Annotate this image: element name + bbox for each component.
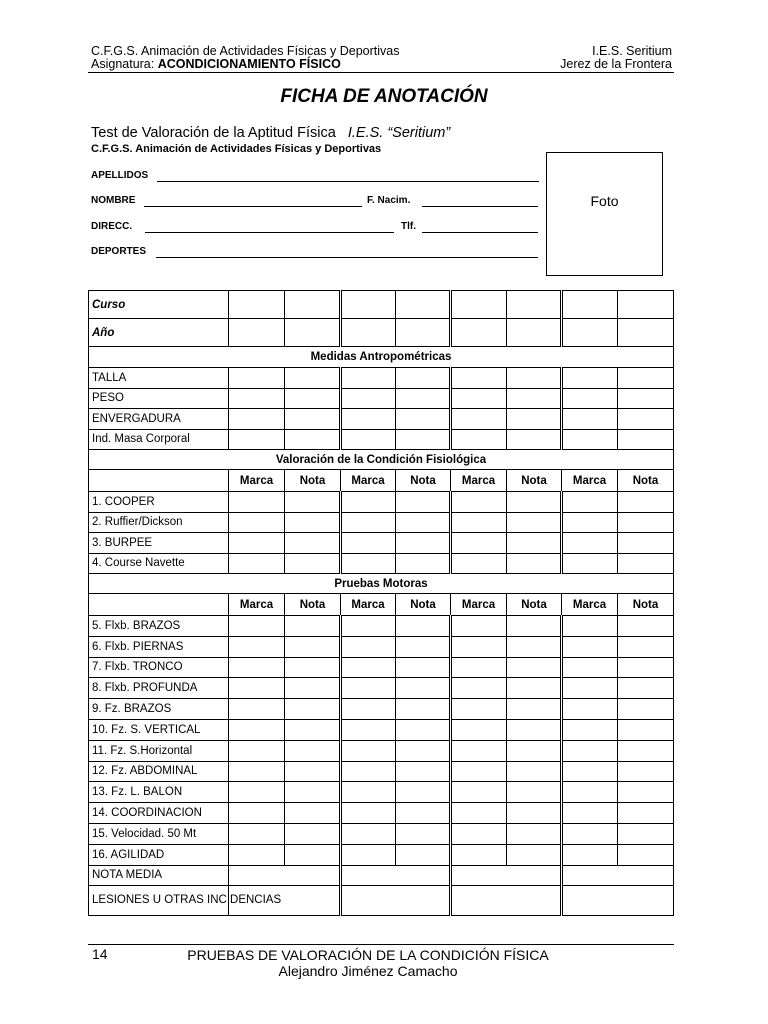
score-cell[interactable] [451, 803, 507, 824]
score-cell[interactable] [507, 740, 562, 761]
score-cell[interactable] [285, 719, 341, 740]
score-cell[interactable] [285, 368, 341, 389]
score-cell[interactable] [507, 782, 562, 803]
score-cell[interactable] [562, 492, 618, 513]
apellidos-label: APELLIDOS [91, 170, 149, 181]
footer-author: Alejandro Jiménez Camacho [278, 963, 458, 979]
score-cell[interactable] [562, 719, 618, 740]
score-cell[interactable] [341, 409, 396, 430]
table-row [89, 492, 674, 513]
header-city: Jerez de la Frontera [560, 57, 672, 71]
nombre-label: NOMBRE [91, 195, 136, 206]
score-cell[interactable] [618, 429, 674, 450]
table-row [89, 368, 674, 389]
score-cell[interactable] [396, 368, 451, 389]
score-cell[interactable] [618, 844, 674, 865]
score-cell[interactable] [507, 533, 562, 554]
row-label: Año [89, 319, 229, 347]
score-cell[interactable] [229, 429, 285, 450]
score-cell[interactable] [285, 553, 341, 574]
footer-rule [88, 944, 674, 945]
score-cell[interactable] [618, 699, 674, 720]
photo-label: Foto [590, 193, 619, 209]
score-cell[interactable] [451, 678, 507, 699]
score-cell[interactable] [285, 291, 341, 319]
row-label: Ind. Masa Corporal [89, 429, 229, 450]
photo-box [546, 152, 663, 276]
score-cell[interactable] [618, 492, 674, 513]
table-row [89, 885, 674, 915]
score-cell[interactable] [618, 719, 674, 740]
score-cell[interactable] [562, 368, 618, 389]
score-cell[interactable] [507, 492, 562, 513]
score-cell[interactable] [618, 678, 674, 699]
score-cell[interactable] [229, 844, 285, 865]
score-cell[interactable] [562, 844, 618, 865]
score-cell[interactable] [562, 291, 618, 319]
score-cell[interactable] [507, 512, 562, 533]
score-cell[interactable] [562, 657, 618, 678]
page-number: 14 [92, 946, 108, 962]
score-cell[interactable] [451, 291, 507, 319]
score-cell[interactable] [396, 492, 451, 513]
score-cell[interactable] [618, 761, 674, 782]
row-label: ENVERGADURA [89, 409, 229, 430]
score-cell[interactable] [451, 823, 507, 844]
table-row [89, 429, 674, 450]
score-cell[interactable] [451, 553, 507, 574]
score-cell[interactable] [396, 616, 451, 637]
score-cell[interactable] [507, 319, 562, 347]
tlf-field[interactable] [422, 232, 538, 233]
score-cell[interactable] [285, 388, 341, 409]
score-cell[interactable] [285, 699, 341, 720]
score-cell[interactable] [341, 719, 396, 740]
deportes-label: DEPORTES [91, 246, 147, 257]
score-cell[interactable] [562, 429, 618, 450]
score-cell[interactable] [451, 533, 507, 554]
table-row [89, 844, 674, 865]
score-cell[interactable] [618, 409, 674, 430]
nota-header: Nota [618, 470, 674, 492]
apellidos-field[interactable] [157, 181, 539, 182]
score-cell[interactable] [341, 512, 396, 533]
score-cell[interactable] [341, 636, 396, 657]
score-cell[interactable] [341, 803, 396, 824]
row-label: 13. Fz. L. BALON [89, 782, 229, 803]
score-cell[interactable] [618, 616, 674, 637]
table-row [89, 803, 674, 824]
subtitle-course: C.F.G.S. Animación de Actividades Físicas y Deportivas [91, 143, 382, 155]
score-cell[interactable] [618, 368, 674, 389]
score-cell[interactable] [341, 823, 396, 844]
marca-header: Marca [229, 594, 285, 616]
table-row [89, 553, 674, 574]
score-cell[interactable] [507, 699, 562, 720]
score-cell[interactable] [229, 823, 285, 844]
section-heading: Medidas Antropométricas [89, 347, 674, 368]
tlf-label: Tlf. [401, 221, 416, 232]
score-cell[interactable] [229, 291, 285, 319]
header-subject-prefix: Asignatura: [91, 57, 158, 71]
score-cell[interactable] [396, 657, 451, 678]
score-cell[interactable] [341, 368, 396, 389]
score-cell[interactable] [451, 719, 507, 740]
score-cell[interactable] [451, 865, 562, 885]
table-row [89, 782, 674, 803]
score-cell[interactable] [285, 492, 341, 513]
score-cell[interactable] [562, 636, 618, 657]
score-cell[interactable] [396, 740, 451, 761]
table-row [89, 636, 674, 657]
score-cell[interactable] [451, 388, 507, 409]
score-cell[interactable] [396, 553, 451, 574]
score-cell[interactable] [507, 803, 562, 824]
score-cell[interactable] [507, 429, 562, 450]
header-subject-name: ACONDICIONAMIENTO FÍSICO [157, 57, 341, 71]
row-label: 12. Fz. ABDOMINAL [89, 761, 229, 782]
score-cell[interactable] [451, 636, 507, 657]
score-cell[interactable] [451, 512, 507, 533]
score-cell[interactable] [507, 636, 562, 657]
table-row [89, 512, 674, 533]
score-cell[interactable] [507, 553, 562, 574]
marca-header: Marca [341, 470, 396, 492]
subtitle-test: Test de Valoración de la Aptitud Física [91, 125, 336, 141]
score-cell[interactable] [451, 740, 507, 761]
header-rule [88, 72, 674, 73]
row-label: 8. Flxb. PROFUNDA [89, 678, 229, 699]
section-row [89, 574, 674, 594]
table-row [89, 657, 674, 678]
score-cell[interactable] [229, 388, 285, 409]
table-row [89, 761, 674, 782]
score-cell[interactable] [618, 553, 674, 574]
fnacim-field[interactable] [422, 206, 538, 207]
empty-header-cell [89, 470, 229, 492]
score-cell[interactable] [229, 533, 285, 554]
score-cell[interactable] [618, 512, 674, 533]
score-cell[interactable] [341, 616, 396, 637]
score-cell[interactable] [451, 492, 507, 513]
marca-header: Marca [562, 470, 618, 492]
score-cell[interactable] [396, 636, 451, 657]
score-cell[interactable] [562, 782, 618, 803]
column-header-row [89, 470, 674, 492]
score-cell[interactable] [229, 636, 285, 657]
score-cell[interactable] [229, 803, 285, 824]
score-cell[interactable] [396, 429, 451, 450]
score-cell[interactable] [507, 823, 562, 844]
score-cell[interactable] [396, 803, 451, 824]
score-cell[interactable] [562, 740, 618, 761]
nota-header: Nota [396, 594, 451, 616]
row-label: 16. AGILIDAD [89, 844, 229, 865]
score-cell[interactable] [229, 368, 285, 389]
score-cell[interactable] [229, 616, 285, 637]
score-cell[interactable] [451, 319, 507, 347]
score-cell[interactable] [285, 803, 341, 824]
score-cell[interactable] [285, 657, 341, 678]
score-cell[interactable] [396, 719, 451, 740]
score-cell[interactable] [562, 409, 618, 430]
score-cell[interactable] [396, 512, 451, 533]
score-cell[interactable] [562, 803, 618, 824]
score-cell[interactable] [618, 782, 674, 803]
row-label: NOTA MEDIA [89, 865, 229, 885]
score-cell[interactable] [562, 885, 674, 915]
score-cell[interactable] [451, 657, 507, 678]
table-row [89, 533, 674, 554]
score-cell[interactable] [562, 699, 618, 720]
table-row [89, 291, 674, 319]
score-cell[interactable] [562, 553, 618, 574]
score-cell[interactable] [341, 885, 451, 915]
footer-title: PRUEBAS DE VALORACIÓN DE LA CONDICIÓN FÍSICA [187, 947, 549, 963]
table-row [89, 616, 674, 637]
row-label: 2. Ruffier/Dickson [89, 512, 229, 533]
score-cell[interactable] [341, 291, 396, 319]
score-cell[interactable] [341, 865, 451, 885]
empty-header-cell [89, 594, 229, 616]
nota-header: Nota [507, 594, 562, 616]
score-cell[interactable] [229, 865, 341, 885]
score-cell[interactable] [451, 368, 507, 389]
marca-header: Marca [229, 470, 285, 492]
score-cell[interactable] [562, 678, 618, 699]
score-cell[interactable] [562, 761, 618, 782]
table-row [89, 719, 674, 740]
score-cell[interactable] [341, 678, 396, 699]
table-row [89, 865, 674, 885]
score-cell[interactable] [285, 678, 341, 699]
score-cell[interactable] [396, 823, 451, 844]
score-cell[interactable] [507, 844, 562, 865]
row-label: 3. BURPEE [89, 533, 229, 554]
marca-header: Marca [341, 594, 396, 616]
score-cell[interactable] [451, 429, 507, 450]
nota-header: Nota [507, 470, 562, 492]
score-cell[interactable] [451, 409, 507, 430]
score-cell[interactable] [341, 553, 396, 574]
score-cell[interactable] [229, 409, 285, 430]
score-cell[interactable] [229, 553, 285, 574]
row-label: Curso [89, 291, 229, 319]
score-cell[interactable] [618, 803, 674, 824]
row-label: LESIONES U OTRAS INCIDENCIAS [89, 885, 229, 915]
row-label: 6. Flxb. PIERNAS [89, 636, 229, 657]
nombre-field[interactable] [144, 206, 362, 207]
score-cell[interactable] [229, 719, 285, 740]
score-cell[interactable] [396, 761, 451, 782]
score-cell[interactable] [396, 782, 451, 803]
score-cell[interactable] [341, 533, 396, 554]
score-cell[interactable] [285, 823, 341, 844]
score-cell[interactable] [618, 533, 674, 554]
score-cell[interactable] [229, 492, 285, 513]
score-cell[interactable] [396, 409, 451, 430]
score-cell[interactable] [562, 823, 618, 844]
row-label: 10. Fz. S. VERTICAL [89, 719, 229, 740]
score-cell[interactable] [507, 291, 562, 319]
score-cell[interactable] [229, 678, 285, 699]
score-cell[interactable] [285, 740, 341, 761]
score-cell[interactable] [229, 761, 285, 782]
score-cell[interactable] [618, 740, 674, 761]
table-row [89, 699, 674, 720]
score-cell[interactable] [341, 429, 396, 450]
score-table [88, 290, 674, 916]
section-heading: Valoración de la Condición Fisiológica [89, 450, 674, 470]
score-cell[interactable] [562, 319, 618, 347]
subtitle-line [91, 125, 450, 141]
score-cell[interactable] [229, 699, 285, 720]
score-cell[interactable] [451, 782, 507, 803]
row-label: 9. Fz. BRAZOS [89, 699, 229, 720]
score-cell[interactable] [285, 533, 341, 554]
score-cell[interactable] [396, 319, 451, 347]
marca-header: Marca [451, 594, 507, 616]
table-row [89, 388, 674, 409]
score-cell[interactable] [507, 368, 562, 389]
subtitle-school: I.E.S. “Seritium” [347, 125, 451, 141]
score-cell[interactable] [396, 533, 451, 554]
deportes-field[interactable] [156, 257, 538, 258]
score-cell[interactable] [341, 492, 396, 513]
score-cell[interactable] [507, 409, 562, 430]
header-course: C.F.G.S. Animación de Actividades Físicas y Deportivas [91, 44, 400, 58]
score-cell[interactable] [618, 636, 674, 657]
score-cell[interactable] [229, 319, 285, 347]
score-cell[interactable] [451, 699, 507, 720]
score-cell[interactable] [451, 885, 562, 915]
page-title: FICHA DE ANOTACIÓN [280, 86, 488, 107]
column-header-row [89, 594, 674, 616]
row-label: PESO [89, 388, 229, 409]
nota-header: Nota [396, 470, 451, 492]
row-label: 14. COORDINACION [89, 803, 229, 824]
score-cell[interactable] [618, 319, 674, 347]
score-cell[interactable] [341, 782, 396, 803]
score-cell[interactable] [341, 740, 396, 761]
score-cell[interactable] [618, 657, 674, 678]
score-cell[interactable] [562, 512, 618, 533]
table-row [89, 823, 674, 844]
table-row [89, 678, 674, 699]
score-cell[interactable] [285, 636, 341, 657]
score-cell[interactable] [507, 719, 562, 740]
row-label: 4. Course Navette [89, 553, 229, 574]
section-row [89, 450, 674, 470]
score-cell[interactable] [396, 678, 451, 699]
direcc-label: DIRECC. [91, 221, 133, 232]
row-label: 11. Fz. S.Horizontal [89, 740, 229, 761]
score-cell[interactable] [229, 740, 285, 761]
score-cell[interactable] [451, 616, 507, 637]
score-cell[interactable] [341, 699, 396, 720]
score-cell[interactable] [396, 699, 451, 720]
score-cell[interactable] [562, 616, 618, 637]
score-cell[interactable] [341, 657, 396, 678]
score-cell[interactable] [285, 761, 341, 782]
table-row [89, 319, 674, 347]
score-cell[interactable] [618, 388, 674, 409]
score-cell[interactable] [285, 319, 341, 347]
score-cell[interactable] [562, 533, 618, 554]
score-cell[interactable] [507, 761, 562, 782]
score-cell[interactable] [285, 512, 341, 533]
score-cell[interactable] [507, 616, 562, 637]
nota-header: Nota [285, 594, 341, 616]
score-cell[interactable] [229, 512, 285, 533]
score-cell[interactable] [562, 865, 674, 885]
score-cell[interactable] [341, 844, 396, 865]
row-label: 1. COOPER [89, 492, 229, 513]
score-cell[interactable] [396, 844, 451, 865]
score-cell[interactable] [285, 782, 341, 803]
score-cell[interactable] [396, 291, 451, 319]
score-cell[interactable] [341, 319, 396, 347]
score-cell[interactable] [618, 291, 674, 319]
table-row [89, 740, 674, 761]
score-cell[interactable] [507, 388, 562, 409]
score-cell[interactable] [451, 844, 507, 865]
fnacim-label: F. Nacim. [367, 195, 411, 206]
row-label: 5. Flxb. BRAZOS [89, 616, 229, 637]
score-cell[interactable] [229, 657, 285, 678]
nota-header: Nota [618, 594, 674, 616]
score-cell[interactable] [341, 761, 396, 782]
score-cell[interactable] [507, 678, 562, 699]
row-label: 15. Velocidad. 50 Mt [89, 823, 229, 844]
score-cell[interactable] [451, 761, 507, 782]
table-row [89, 409, 674, 430]
marca-header: Marca [451, 470, 507, 492]
marca-header: Marca [562, 594, 618, 616]
nota-header: Nota [285, 470, 341, 492]
score-cell[interactable] [618, 823, 674, 844]
score-cell[interactable] [562, 388, 618, 409]
score-cell[interactable] [285, 844, 341, 865]
section-heading: Pruebas Motoras [89, 574, 674, 594]
header-school: I.E.S. Seritium [592, 44, 672, 58]
score-cell[interactable] [229, 782, 285, 803]
score-cell[interactable] [341, 388, 396, 409]
row-label: TALLA [89, 368, 229, 389]
section-row [89, 347, 674, 368]
score-cell[interactable] [285, 409, 341, 430]
score-cell[interactable] [396, 388, 451, 409]
score-cell[interactable] [285, 429, 341, 450]
row-label: 7. Flxb. TRONCO [89, 657, 229, 678]
header-subject [91, 57, 341, 71]
direcc-field[interactable] [145, 232, 394, 233]
score-cell[interactable] [285, 616, 341, 637]
score-cell[interactable] [507, 657, 562, 678]
